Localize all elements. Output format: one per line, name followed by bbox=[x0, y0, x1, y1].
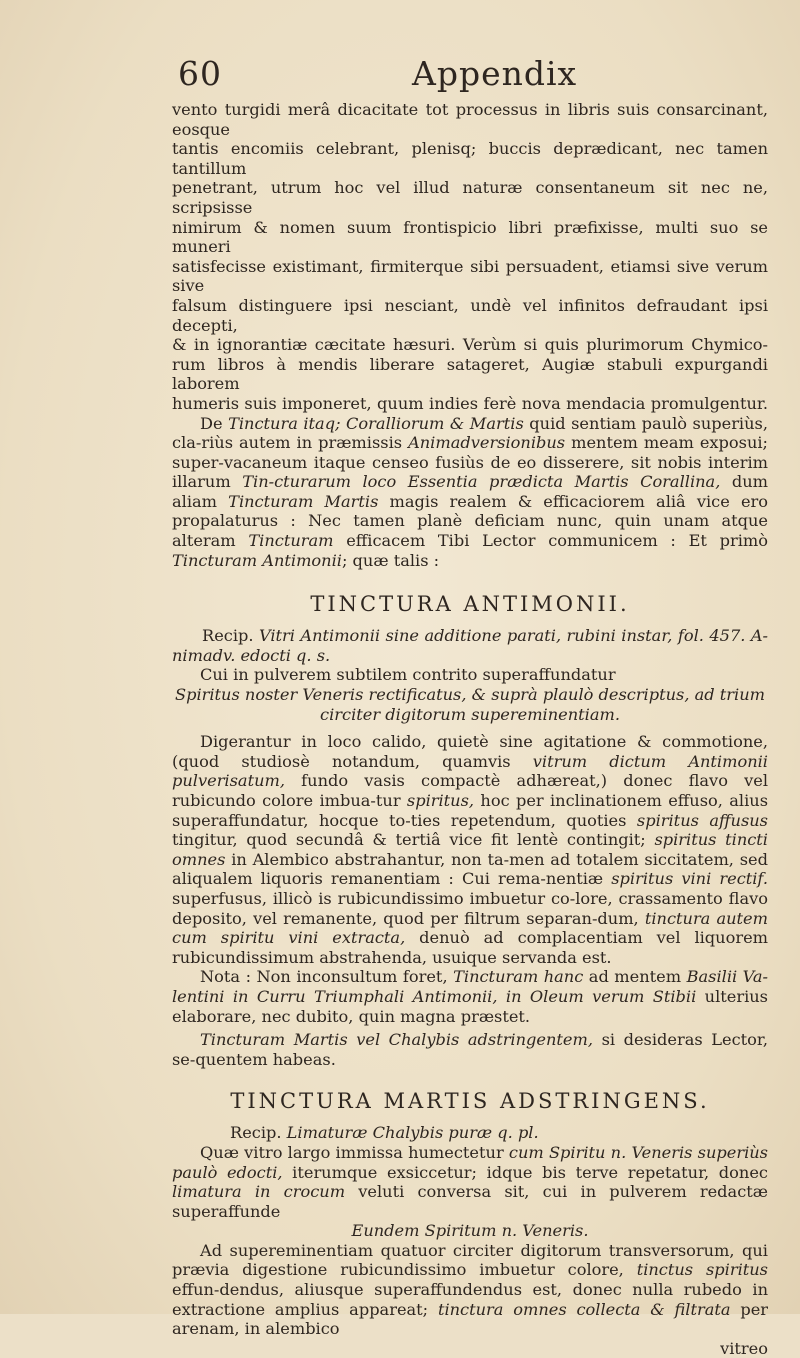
text: Digerantur in loco calido, quietè sine agitatione & commotione, (quod studiosè notandum, quamvis bbox=[172, 732, 768, 771]
text: De bbox=[200, 413, 229, 433]
paragraph-1 bbox=[172, 100, 768, 414]
italic-text: Animadversionibus bbox=[408, 433, 566, 453]
paragraph-digerantur bbox=[172, 732, 768, 967]
paragraph-2 bbox=[172, 414, 768, 571]
text: iterumque exsiccetur; idque bis terve repetatur, donec bbox=[282, 1162, 768, 1182]
text: fundo vasis compactè adhæreat,) donec flavo vel rubicundo colore imbua-tur bbox=[172, 771, 768, 810]
text: ; quæ talis : bbox=[341, 550, 440, 570]
text: superfusus, illicò is rubicundissimo imbuetur co-lore, crassamento flavo deposito, vel remanente, quod per filtrum separan-dum, bbox=[172, 888, 768, 928]
recip-label: Recip. bbox=[230, 1123, 287, 1143]
italic-text: Tincturam bbox=[248, 531, 334, 551]
text: mentem meam exposui; super-vacaneum itaque censeo fusiùs de eo disserere, sit nobis interim illarum bbox=[172, 433, 768, 492]
text: Nota : Non inconsultum foret, bbox=[200, 967, 454, 987]
italic-text: tinctura omnes collecta & filtrata bbox=[437, 1299, 731, 1319]
running-title: Appendix bbox=[412, 54, 578, 93]
page-header bbox=[178, 52, 760, 96]
text: hoc per inclinationem effuso, alius superaffundatur, hocque to-ties repetendum, quoties bbox=[172, 791, 768, 830]
ingredient-text: Limaturæ Chalybis puræ q. pl. bbox=[286, 1123, 539, 1143]
text-line: nimirum & nomen suum frontispicio libri præfixisse, multi suo se muneri bbox=[172, 217, 768, 257]
text: si desideras Lector, se-quentem habeas. bbox=[172, 1030, 768, 1069]
text: denuò ad complacentiam vel liquorem rubicundissimum abstrahenda, usuique servanda est. bbox=[172, 928, 769, 967]
italic-text: spiritus, bbox=[406, 791, 475, 810]
page-body bbox=[172, 100, 768, 1358]
text: per arenam, in alembico bbox=[172, 1299, 769, 1339]
text: in Alembico abstrahantur, non ta-men ad totalem siccitatem, sed aliqualem liquoris remanentiam : Cui rema-nentiæ bbox=[172, 849, 768, 889]
recipe-line bbox=[172, 1123, 768, 1143]
italic-text: Tincturam Antimonii bbox=[172, 550, 342, 570]
recip-label: Recip. bbox=[202, 626, 259, 646]
text-line: rum libros à mendis liberare satageret, Augiæ stabuli expurgandi laborem bbox=[172, 354, 768, 394]
ingredient-line: Spiritus noster Veneris rectificatus, & suprà plaulò descriptus, ad trium circiter digitorum supereminentiam. bbox=[175, 685, 765, 724]
text: dum aliam bbox=[172, 472, 768, 511]
text: efficacem Tibi Lector communicem : Et primò bbox=[333, 531, 768, 551]
text: ad mentem bbox=[583, 967, 687, 987]
text: magis realem & efficaciorem aliâ vice ero propalaturus : Nec tamen planè deficiam nunc, quin unam atque alteram bbox=[172, 491, 769, 551]
paragraph-quae bbox=[172, 1143, 768, 1221]
text: tingitur, quod secundâ & tertiâ vice fit lentè contingit; bbox=[172, 830, 655, 850]
ingredient-line: Eundem Spiritum n. Veneris. bbox=[351, 1221, 589, 1241]
ingredient-text: Vitri Antimonii sine additione parati, rubini instar, fol. 457. A-nimadv. edocti q. s. bbox=[172, 626, 768, 665]
section-heading-martis: TINCTURA MARTIS ADSTRINGENS. bbox=[230, 1089, 710, 1114]
italic-text: Tincturam hanc bbox=[453, 967, 584, 987]
recipe-line bbox=[172, 626, 768, 665]
text-line: satisfecisse existimant, firmiterque sibi persuadent, etiamsi sive verum sive bbox=[172, 256, 768, 296]
italic-text: limatura in crocum bbox=[172, 1182, 346, 1202]
italic-text: Tincturam Martis vel Chalybis adstringentem, bbox=[200, 1030, 593, 1050]
italic-text: tinctura autem cum spiritu vini extracta, bbox=[172, 908, 768, 948]
text: ulterius elaborare, nec dubito, quin magna præstet. bbox=[172, 986, 768, 1026]
text: Quæ vitro largo immissa humectetur bbox=[200, 1142, 509, 1162]
italic-text: Basilii Va-lentini in Curru Triumphali Antimonii, in Oleum verum Stibii bbox=[172, 967, 768, 1006]
text: effun-dendus, aliusque superaffundendus est, donec nulla rubedo in extractione amplius appareat; bbox=[172, 1280, 768, 1319]
text: veluti conversa sit, cui in pulverem redactæ superaffunde bbox=[172, 1182, 768, 1221]
instruction-line: Cui in pulverem subtilem contrito superaffundatur bbox=[200, 665, 616, 685]
italic-text: vitrum dictum Antimonii pulverisatum, bbox=[172, 751, 768, 791]
text-line: & in ignorantiæ cæcitate hæsuri. Verùm si quis plurimorum Chymico- bbox=[172, 335, 768, 355]
text-line: vento turgidi merâ dicacitate tot processus in libris suis consarcinant, eosque bbox=[172, 100, 768, 139]
page-number: 60 bbox=[178, 54, 222, 93]
italic-text: spiritus affusus bbox=[636, 810, 768, 830]
section-heading-antimonii: TINCTURA ANTIMONII. bbox=[310, 592, 630, 617]
catchword: vitreo bbox=[720, 1338, 768, 1358]
text: Ad supereminentiam quatuor circiter digitorum transversorum, qui prævia digestione rubicundissimo imbuetur colore, bbox=[172, 1240, 768, 1280]
italic-text: spiritus vini rectif. bbox=[611, 869, 768, 889]
italic-text: tinctus spiritus bbox=[636, 1260, 768, 1280]
paragraph-nota bbox=[172, 967, 768, 1026]
italic-text: Tinctura itaq; Coralliorum & Martis bbox=[228, 413, 524, 433]
text-line: falsum distinguere ipsi nesciant, undè vel infinitos defraudant ipsi decepti, bbox=[172, 295, 768, 335]
italic-text: cum Spiritu n. Veneris superiùs paulò edocti, bbox=[172, 1142, 768, 1182]
italic-text: Tin-cturarum loco Essentia prædicta Martis Corallina, bbox=[242, 472, 721, 492]
italic-text: spiritus tincti omnes bbox=[172, 830, 768, 869]
text-line: tantis encomiis celebrant, plenisq; buccis deprædicant, nec tamen tantillum bbox=[172, 139, 768, 178]
text-line: humeris suis imponeret, quum indies ferè nova mendacia promulgentur. bbox=[172, 393, 768, 413]
paragraph-ad bbox=[172, 1241, 768, 1339]
italic-text: Tincturam Martis bbox=[228, 491, 379, 511]
text: quid sentiam paulò superiùs, cla-riùs autem in præmissis bbox=[172, 413, 768, 453]
paragraph-transition bbox=[172, 1030, 768, 1069]
text-line: penetrant, utrum hoc vel illud naturæ consentaneum sit nec ne, scripsisse bbox=[172, 178, 768, 217]
